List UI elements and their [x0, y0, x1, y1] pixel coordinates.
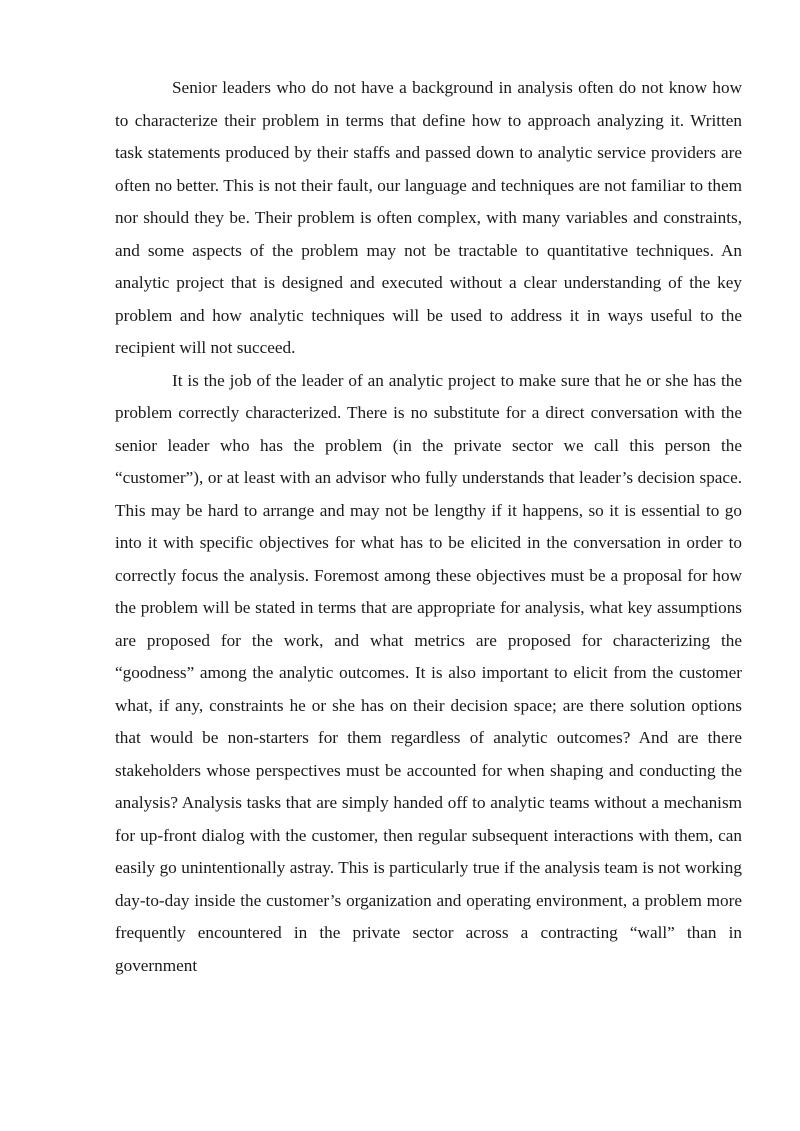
paragraph-project-leader: It is the job of the leader of an analytic project to make sure that he or she has the problem correctly characterized. There is no substitute for a direct conversation with the senior leader who has the problem (in the private sector we call this person the “customer”), or at least with an advisor who fully understands that leader’s decision space. This may be hard to arrange and may not be lengthy if it happens, so it is essential to go into it with specific objectives for what has to be elicited in the conversation in order to correctly focus the analysis. Foremost among these objectives must be a proposal for how the problem will be stated in terms that are appropriate for analysis, what key assumptions are proposed for the work, and what metrics are proposed for characterizing the “goodness” among the analytic outcomes. It is also important to elicit from the customer what, if any, constraints he or she has on their decision space; are there solution options that would be non-starters for them regardless of analytic outcomes? And are there stakeholders whose perspectives must be accounted for when shaping and conducting the analysis? Analysis tasks that are simply handed off to analytic teams without a mechanism for up-front dialog with the customer, then regular subsequent interactions with them, can easily go unintentionally astray. This is particularly true if the analysis team is not working day-to-day inside the customer’s organization and operating environment, a problem more frequently encountered in the private sector across a contracting “wall” than in government	[115, 370, 742, 975]
paragraph-senior-leaders: Senior leaders who do not have a background in analysis often do not know how to characterize their problem in terms that define how to approach analyzing it. Written task statements produced by their staffs and passed down to analytic service providers are often no better. This is not their fault, our language and techniques are not familiar to them nor should they be. Their problem is often complex, with many variables and constraints, and some aspects of the problem may not be tractable to quantitative techniques. An analytic project that is designed and executed without a clear understanding of the key problem and how analytic techniques will be used to address it in ways useful to the recipient will not succeed.	[115, 78, 742, 357]
document-body	[115, 72, 742, 982]
